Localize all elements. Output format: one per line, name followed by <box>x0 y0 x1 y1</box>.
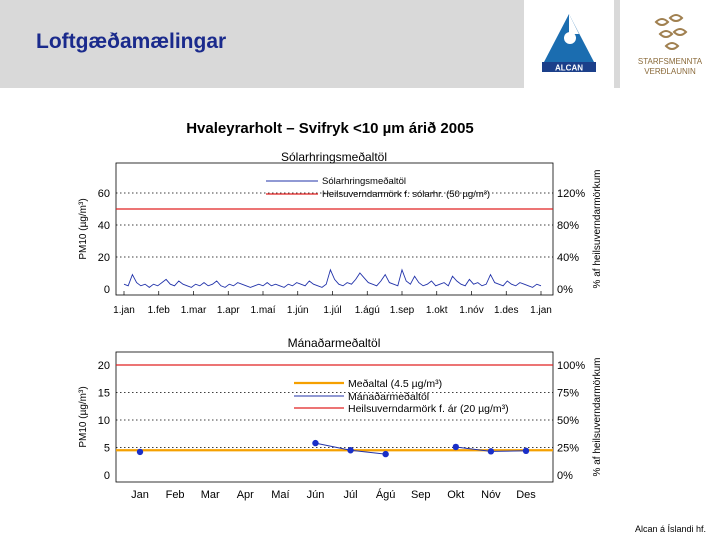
top-legend <box>266 176 490 200</box>
top-chart-title: Sólarhringsmeðaltöl <box>280 150 388 164</box>
top-x-tick-label: 1.jan <box>530 305 552 316</box>
top-x-tick-label: 1.des <box>494 305 519 316</box>
top-right-tick-label: 120% <box>557 188 586 200</box>
top-series-line <box>124 270 541 288</box>
bottom-series-point <box>488 448 494 454</box>
bottom-legend-limit: Heilsuverndarmörk f. ár (20 µg/m³) <box>348 403 509 415</box>
bottom-x-tick-label: Des <box>516 489 536 501</box>
logo2-line1: STARFSMENNTA <box>637 57 703 66</box>
top-legend-limit: Heilsuverndarmörk f. sólarhr. (50 µg/m³) <box>322 189 491 200</box>
bottom-series-point <box>382 451 388 457</box>
top-right-tick-label: 40% <box>557 252 580 264</box>
top-x-tick-label: 1.jan <box>113 305 135 316</box>
top-y-tick-label: 0 <box>103 284 110 296</box>
bottom-x-tick-label: Maí <box>271 489 290 501</box>
bottom-right-tick-label: 0% <box>557 470 573 482</box>
top-legend-series: Sólarhringsmeðaltöl <box>322 176 406 187</box>
top-y-axis-label: PM10 (µg/m³) <box>78 198 89 260</box>
bottom-y-tick-label: 0 <box>103 470 110 482</box>
bottom-y-tick-label: 15 <box>97 387 110 400</box>
bottom-x-tick-label: Jan <box>131 489 149 501</box>
bottom-x-tick-label: Feb <box>165 489 185 501</box>
bottom-series-point <box>523 448 529 454</box>
bottom-x-tick-label: Jún <box>306 489 325 501</box>
bottom-x-tick-label: Okt <box>447 489 465 501</box>
bottom-right-axis-label: % af heilsuverndarmörkum <box>592 357 603 477</box>
bottom-legend-series: Mánaðarmeðaltöl <box>348 391 430 403</box>
bottom-x-tick-label: Sep <box>410 489 431 501</box>
top-x-tick-label: 1.ágú <box>354 305 380 316</box>
top-x-tick-label: 1.júl <box>323 305 342 316</box>
bottom-series-point <box>312 440 318 446</box>
bottom-right-tick-label: 100% <box>557 360 586 372</box>
bottom-y-tick-label: 20 <box>97 360 110 372</box>
top-y-tick-label: 40 <box>97 220 110 232</box>
top-x-tick-label: 1.feb <box>147 305 170 316</box>
top-right-tick-label: 0% <box>557 284 573 296</box>
bottom-right-tick-label: 25% <box>557 442 580 455</box>
top-x-tick-label: 1.jún <box>286 305 309 316</box>
main-chart-title: Hvaleyrarholt – Svifryk <10 µm árið 2005 <box>186 120 474 137</box>
bottom-series-point <box>137 449 143 455</box>
bottom-x-tick-label: Ágú <box>375 489 396 501</box>
bottom-chart-title: Mánaðarmeðaltöl <box>287 336 381 350</box>
bottom-y-axis-label: PM10 (µg/m³) <box>78 386 89 448</box>
bottom-series-point <box>347 447 353 453</box>
bottom-x-tick-label: Júl <box>343 489 358 501</box>
top-y-tick-label: 60 <box>97 188 110 200</box>
top-x-tick-label: 1.nóv <box>459 305 484 316</box>
bottom-right-tick-label: 75% <box>557 387 580 400</box>
logo2-line2: VERÐLAUNIN <box>644 67 696 76</box>
top-x-tick-label: 1.sep <box>389 305 415 316</box>
bottom-right-tick-label: 50% <box>557 415 580 427</box>
top-x-tick-label: 1.okt <box>425 305 448 316</box>
top-x-tick-label: 1.apr <box>216 305 240 316</box>
bottom-x-tick-label: Mar <box>200 489 220 501</box>
bottom-y-tick-label: 10 <box>97 415 110 427</box>
top-y-tick-label: 20 <box>97 252 110 264</box>
bottom-x-tick-label: Nóv <box>481 489 501 501</box>
bottom-y-tick-label: 5 <box>103 442 110 455</box>
bottom-legend-mean: Meðaltal (4.5 µg/m³) <box>348 378 443 390</box>
alcan-logo-text: ALCAN <box>555 63 583 73</box>
bottom-series-point <box>453 444 459 450</box>
page-title: Loftgæðamælingar <box>36 30 227 53</box>
bottom-plot-frame <box>116 352 553 482</box>
footer-text: Alcan á Íslandi hf. <box>634 524 706 534</box>
top-x-tick-label: 1.mar <box>180 305 207 316</box>
top-x-tick-label: 1.maí <box>250 305 276 316</box>
bottom-legend <box>294 378 509 415</box>
top-right-tick-label: 80% <box>557 220 580 232</box>
bottom-series-segment <box>491 451 526 452</box>
top-right-axis-label: % af heilsuverndarmörkum <box>592 169 603 289</box>
bottom-x-tick-label: Apr <box>236 489 254 501</box>
